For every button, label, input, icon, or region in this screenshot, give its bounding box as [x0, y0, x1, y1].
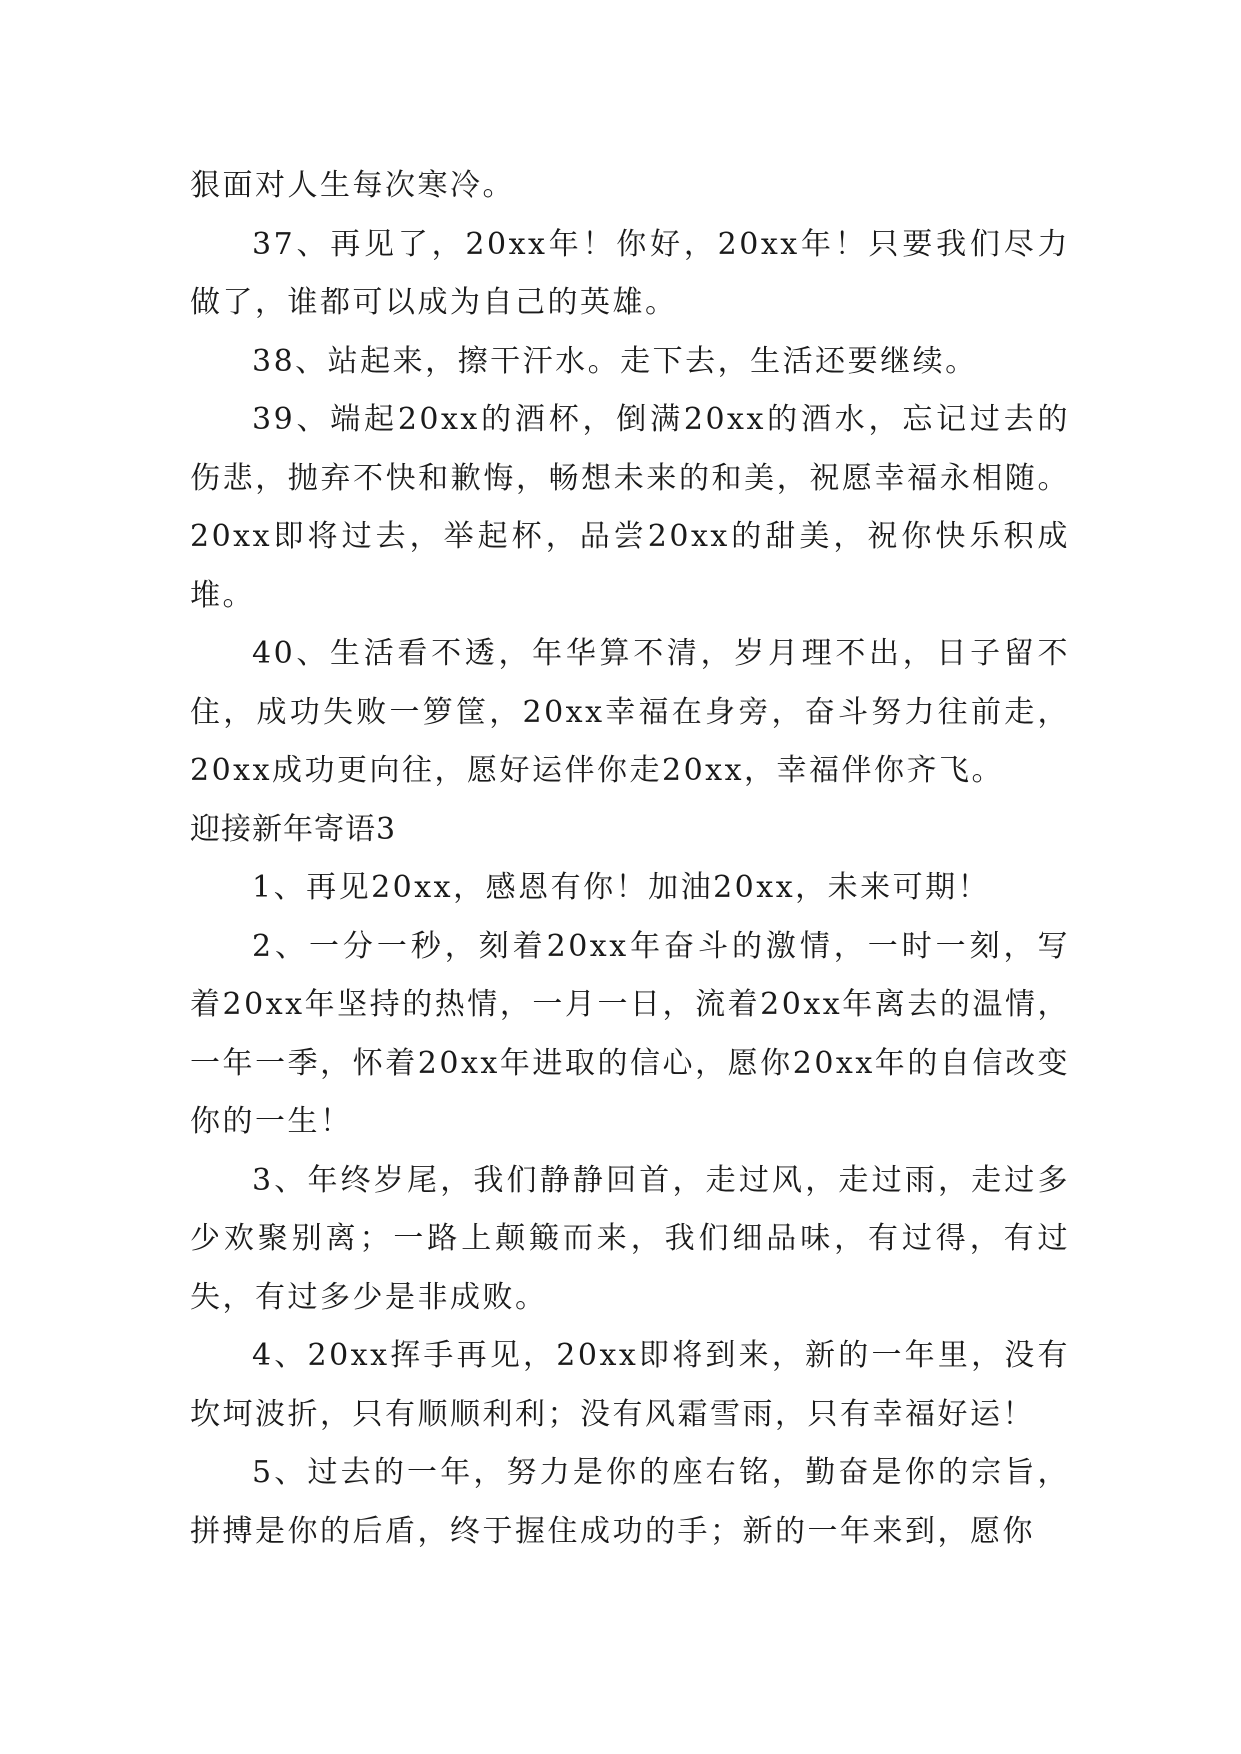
paragraph-38: 38、站起来，擦干汗水。走下去，生活还要继续。: [252, 343, 978, 379]
paragraph-39: 39、端起20xx的酒杯，倒满20xx的酒水，忘记过去的伤悲，抛弃不快和歉悔，畅想未来的和美，祝愿幸福永相随。20xx即将过去，举起杯，品尝20xx的甜美，祝你快乐积成堆。: [190, 402, 1070, 613]
paragraph-37: 37、再见了，20xx年！你好，20xx年！只要我们尽力做了，谁都可以成为自己的英雄。: [190, 226, 1070, 320]
section-paragraph-3: 3、年终岁尾，我们静静回首，走过风，走过雨，走过多少欢聚别离；一路上颠簸而来，我们细品味，有过得，有过失，有过多少是非成败。: [190, 1162, 1070, 1315]
section-paragraph-2: 2、一分一秒，刻着20xx年奋斗的激情，一时一刻，写着20xx年坚持的热情，一月一日，流着20xx年离去的温情，一年一季，怀着20xx年进取的信心，愿你20xx年的自信改变你的一生！: [190, 928, 1070, 1139]
paragraph-continuation: 狠面对人生每次寒冷。: [190, 168, 515, 203]
document-body: [190, 157, 1070, 1561]
section-paragraph-1: 1、再见20xx，感恩有你！加油20xx，未来可期！: [252, 870, 991, 905]
section-paragraph-4: 4、20xx挥手再见，20xx即将到来，新的一年里，没有坎坷波折，只有顺顺利利；没有风霜雪雨，只有幸福好运！: [190, 1338, 1070, 1432]
section-heading: 迎接新年寄语3: [190, 811, 397, 847]
section-paragraph-5: 5、过去的一年，努力是你的座右铭，勤奋是你的宗旨，拼搏是你的后盾，终于握住成功的手；新的一年来到，愿你: [190, 1455, 1070, 1549]
paragraph-40: 40、生活看不透，年华算不清，岁月理不出，日子留不住，成功失败一箩筐，20xx幸福在身旁，奋斗努力往前走，20xx成功更向往，愿好运伴你走20xx，幸福伴你齐飞。: [190, 636, 1070, 788]
